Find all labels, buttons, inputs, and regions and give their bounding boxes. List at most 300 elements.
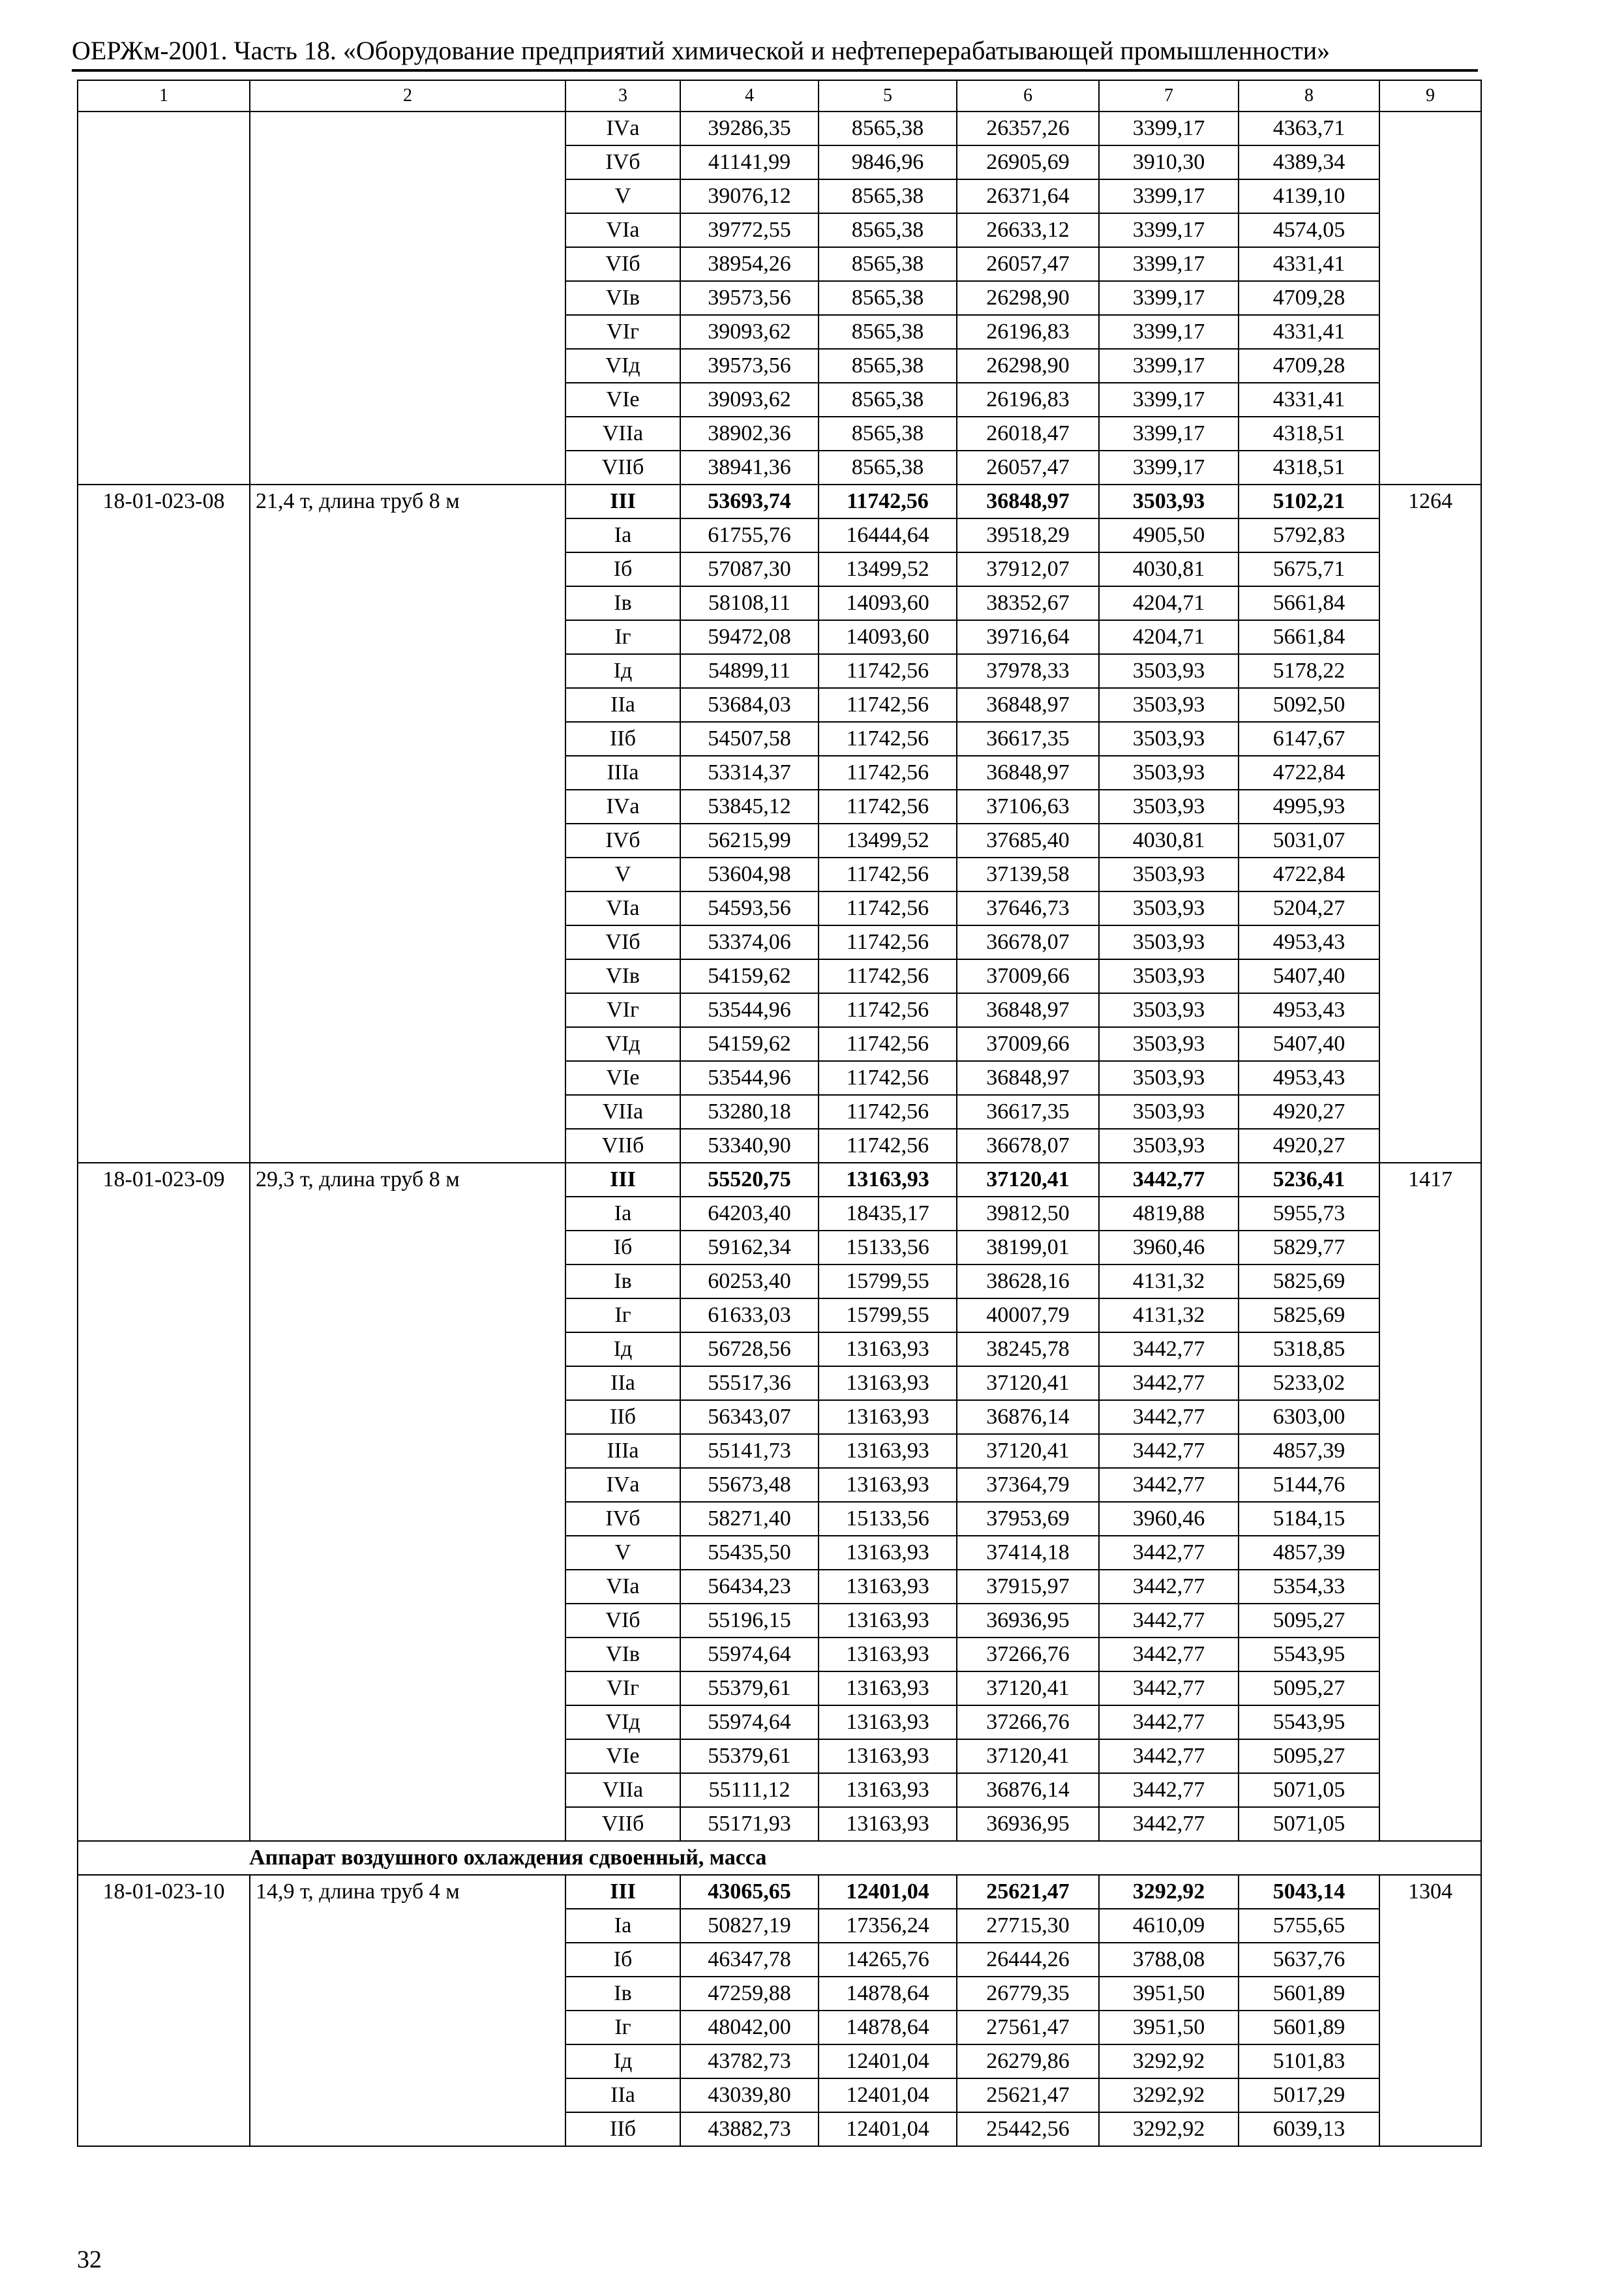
value-cell: 5661,84 bbox=[1239, 620, 1379, 654]
value-cell: 53374,06 bbox=[680, 925, 819, 959]
value-cell: 55974,64 bbox=[680, 1705, 819, 1739]
value-cell: 37266,76 bbox=[957, 1638, 1099, 1671]
value-cell: 26196,83 bbox=[957, 315, 1099, 349]
value-cell: 5092,50 bbox=[1239, 688, 1379, 722]
zone-cell: Iг bbox=[565, 2011, 680, 2044]
value-cell: 27561,47 bbox=[957, 2011, 1099, 2044]
zone-cell: VIе bbox=[565, 1061, 680, 1095]
value-cell: 37120,41 bbox=[957, 1366, 1099, 1400]
value-cell: 3442,77 bbox=[1099, 1400, 1239, 1434]
value-cell: 11742,56 bbox=[819, 485, 957, 518]
value-cell: 15133,56 bbox=[819, 1231, 957, 1264]
zone-cell: IIб bbox=[565, 722, 680, 756]
value-cell: 3442,77 bbox=[1099, 1773, 1239, 1807]
value-cell: 8565,38 bbox=[819, 179, 957, 213]
value-cell: 39286,35 bbox=[680, 112, 819, 145]
value-cell: 3292,92 bbox=[1099, 2044, 1239, 2078]
value-cell: 25621,47 bbox=[957, 1875, 1099, 1909]
value-cell: 53604,98 bbox=[680, 858, 819, 891]
value-cell: 54507,58 bbox=[680, 722, 819, 756]
value-cell: 3960,46 bbox=[1099, 1231, 1239, 1264]
value-cell: 3503,93 bbox=[1099, 790, 1239, 824]
value-cell: 26779,35 bbox=[957, 1977, 1099, 2011]
value-cell: 39076,12 bbox=[680, 179, 819, 213]
value-cell: 4905,50 bbox=[1099, 518, 1239, 552]
zone-cell: VIIа bbox=[565, 1773, 680, 1807]
zone-cell: IIа bbox=[565, 2078, 680, 2112]
value-cell: 4139,10 bbox=[1239, 179, 1379, 213]
zone-cell: VIг bbox=[565, 315, 680, 349]
zone-cell: IIIа bbox=[565, 756, 680, 790]
value-cell: 13499,52 bbox=[819, 552, 957, 586]
value-cell: 39518,29 bbox=[957, 518, 1099, 552]
value-cell: 56728,56 bbox=[680, 1332, 819, 1366]
value-cell: 5017,29 bbox=[1239, 2078, 1379, 2112]
zone-cell: Iв bbox=[565, 586, 680, 620]
table-row bbox=[78, 1163, 1481, 1197]
header-rule bbox=[72, 69, 1478, 72]
value-cell: 5955,73 bbox=[1239, 1197, 1379, 1231]
value-cell: 13163,93 bbox=[819, 1366, 957, 1400]
value-cell: 53340,90 bbox=[680, 1129, 819, 1163]
value-cell: 3951,50 bbox=[1099, 1977, 1239, 2011]
value-cell: 56215,99 bbox=[680, 824, 819, 858]
rate-code: 18-01-023-09 bbox=[78, 1163, 250, 1841]
value-cell: 8565,38 bbox=[819, 383, 957, 417]
value-cell: 15799,55 bbox=[819, 1264, 957, 1298]
value-cell: 3503,93 bbox=[1099, 1027, 1239, 1061]
value-cell: 3503,93 bbox=[1099, 722, 1239, 756]
value-cell: 36617,35 bbox=[957, 722, 1099, 756]
value-cell: 5825,69 bbox=[1239, 1264, 1379, 1298]
value-cell: 39716,64 bbox=[957, 620, 1099, 654]
col9-value: 1264 bbox=[1379, 485, 1481, 1163]
value-cell: 11742,56 bbox=[819, 790, 957, 824]
value-cell: 5031,07 bbox=[1239, 824, 1379, 858]
value-cell: 3442,77 bbox=[1099, 1536, 1239, 1570]
value-cell: 3292,92 bbox=[1099, 1875, 1239, 1909]
value-cell: 57087,30 bbox=[680, 552, 819, 586]
zone-cell: VIд bbox=[565, 1027, 680, 1061]
value-cell: 4610,09 bbox=[1099, 1909, 1239, 1943]
value-cell: 39573,56 bbox=[680, 281, 819, 315]
value-cell: 5095,27 bbox=[1239, 1671, 1379, 1705]
value-cell: 3960,46 bbox=[1099, 1502, 1239, 1536]
zone-cell: VIв bbox=[565, 281, 680, 315]
value-cell: 5095,27 bbox=[1239, 1604, 1379, 1638]
column-number: 3 bbox=[565, 80, 680, 112]
value-cell: 13163,93 bbox=[819, 1638, 957, 1671]
value-cell: 36848,97 bbox=[957, 485, 1099, 518]
value-cell: 43065,65 bbox=[680, 1875, 819, 1909]
value-cell: 37915,97 bbox=[957, 1570, 1099, 1604]
value-cell: 3442,77 bbox=[1099, 1468, 1239, 1502]
value-cell: 3442,77 bbox=[1099, 1638, 1239, 1671]
value-cell: 38941,36 bbox=[680, 451, 819, 485]
value-cell: 38902,36 bbox=[680, 417, 819, 451]
value-cell: 14878,64 bbox=[819, 2011, 957, 2044]
value-cell: 53314,37 bbox=[680, 756, 819, 790]
value-cell: 8565,38 bbox=[819, 247, 957, 281]
zone-cell: Iг bbox=[565, 1298, 680, 1332]
zone-cell: VIа bbox=[565, 213, 680, 247]
value-cell: 13163,93 bbox=[819, 1400, 957, 1434]
column-number: 6 bbox=[957, 80, 1099, 112]
value-cell: 4920,27 bbox=[1239, 1095, 1379, 1129]
value-cell: 5601,89 bbox=[1239, 2011, 1379, 2044]
value-cell: 53684,03 bbox=[680, 688, 819, 722]
value-cell: 11742,56 bbox=[819, 925, 957, 959]
zone-cell: Iв bbox=[565, 1264, 680, 1298]
value-cell: 3292,92 bbox=[1099, 2112, 1239, 2146]
value-cell: 8565,38 bbox=[819, 213, 957, 247]
value-cell: 3503,93 bbox=[1099, 1061, 1239, 1095]
value-cell: 4204,71 bbox=[1099, 620, 1239, 654]
value-cell: 43782,73 bbox=[680, 2044, 819, 2078]
value-cell: 55517,36 bbox=[680, 1366, 819, 1400]
value-cell: 13163,93 bbox=[819, 1739, 957, 1773]
value-cell: 36848,97 bbox=[957, 1061, 1099, 1095]
value-cell: 5233,02 bbox=[1239, 1366, 1379, 1400]
value-cell: 14093,60 bbox=[819, 586, 957, 620]
value-cell: 5354,33 bbox=[1239, 1570, 1379, 1604]
value-cell: 11742,56 bbox=[819, 756, 957, 790]
value-cell: 37646,73 bbox=[957, 891, 1099, 925]
value-cell: 40007,79 bbox=[957, 1298, 1099, 1332]
value-cell: 4953,43 bbox=[1239, 925, 1379, 959]
value-cell: 4318,51 bbox=[1239, 451, 1379, 485]
zone-cell: VIв bbox=[565, 1638, 680, 1671]
value-cell: 13163,93 bbox=[819, 1705, 957, 1739]
value-cell: 53544,96 bbox=[680, 993, 819, 1027]
value-cell: 37953,69 bbox=[957, 1502, 1099, 1536]
value-cell: 37685,40 bbox=[957, 824, 1099, 858]
value-cell: 11742,56 bbox=[819, 722, 957, 756]
value-cell: 55435,50 bbox=[680, 1536, 819, 1570]
zone-cell: Iа bbox=[565, 518, 680, 552]
rate-code: 18-01-023-08 bbox=[78, 485, 250, 1163]
zone-cell: Iб bbox=[565, 552, 680, 586]
value-cell: 37120,41 bbox=[957, 1671, 1099, 1705]
value-cell: 8565,38 bbox=[819, 349, 957, 383]
zone-cell: Iа bbox=[565, 1197, 680, 1231]
zone-cell: Iд bbox=[565, 1332, 680, 1366]
value-cell: 41141,99 bbox=[680, 145, 819, 179]
value-cell: 3442,77 bbox=[1099, 1366, 1239, 1400]
zone-cell: IIб bbox=[565, 2112, 680, 2146]
value-cell: 5792,83 bbox=[1239, 518, 1379, 552]
value-cell: 6147,67 bbox=[1239, 722, 1379, 756]
value-cell: 39093,62 bbox=[680, 315, 819, 349]
zone-cell: V bbox=[565, 1536, 680, 1570]
value-cell: 5144,76 bbox=[1239, 1468, 1379, 1502]
value-cell: 46347,78 bbox=[680, 1943, 819, 1977]
value-cell: 13163,93 bbox=[819, 1434, 957, 1468]
value-cell: 4995,93 bbox=[1239, 790, 1379, 824]
zone-cell: Iд bbox=[565, 2044, 680, 2078]
value-cell: 38954,26 bbox=[680, 247, 819, 281]
zone-cell: IVб bbox=[565, 1502, 680, 1536]
zone-cell: IIа bbox=[565, 688, 680, 722]
zone-cell: III bbox=[565, 1163, 680, 1197]
value-cell: 37364,79 bbox=[957, 1468, 1099, 1502]
value-cell: 11742,56 bbox=[819, 654, 957, 688]
value-cell: 3442,77 bbox=[1099, 1434, 1239, 1468]
value-cell: 48042,00 bbox=[680, 2011, 819, 2044]
value-cell: 55141,73 bbox=[680, 1434, 819, 1468]
value-cell: 38628,16 bbox=[957, 1264, 1099, 1298]
value-cell: 13163,93 bbox=[819, 1604, 957, 1638]
value-cell: 11742,56 bbox=[819, 993, 957, 1027]
table-row bbox=[78, 485, 1481, 518]
value-cell: 11742,56 bbox=[819, 858, 957, 891]
value-cell: 3399,17 bbox=[1099, 213, 1239, 247]
zone-cell: V bbox=[565, 858, 680, 891]
value-cell: 55379,61 bbox=[680, 1739, 819, 1773]
zone-cell: VIIб bbox=[565, 1807, 680, 1841]
value-cell: 5184,15 bbox=[1239, 1502, 1379, 1536]
value-cell: 61633,03 bbox=[680, 1298, 819, 1332]
value-cell: 5071,05 bbox=[1239, 1807, 1379, 1841]
column-number: 9 bbox=[1379, 80, 1481, 112]
value-cell: 5829,77 bbox=[1239, 1231, 1379, 1264]
zone-cell: IVб bbox=[565, 145, 680, 179]
value-cell: 4953,43 bbox=[1239, 1061, 1379, 1095]
value-cell: 4857,39 bbox=[1239, 1536, 1379, 1570]
value-cell: 56343,07 bbox=[680, 1400, 819, 1434]
value-cell: 37120,41 bbox=[957, 1163, 1099, 1197]
value-cell: 13163,93 bbox=[819, 1807, 957, 1841]
value-cell: 59162,34 bbox=[680, 1231, 819, 1264]
zone-cell: VIд bbox=[565, 1705, 680, 1739]
value-cell: 5825,69 bbox=[1239, 1298, 1379, 1332]
value-cell: 15799,55 bbox=[819, 1298, 957, 1332]
col9-value bbox=[1379, 112, 1481, 485]
value-cell: 55196,15 bbox=[680, 1604, 819, 1638]
value-cell: 11742,56 bbox=[819, 1027, 957, 1061]
value-cell: 5178,22 bbox=[1239, 654, 1379, 688]
value-cell: 43882,73 bbox=[680, 2112, 819, 2146]
rate-description bbox=[250, 112, 565, 485]
value-cell: 54159,62 bbox=[680, 1027, 819, 1061]
zone-cell: VIе bbox=[565, 1739, 680, 1773]
price-table bbox=[77, 80, 1482, 2147]
table-row bbox=[78, 1875, 1481, 1909]
value-cell: 37414,18 bbox=[957, 1536, 1099, 1570]
value-cell: 4030,81 bbox=[1099, 552, 1239, 586]
value-cell: 3503,93 bbox=[1099, 688, 1239, 722]
value-cell: 13163,93 bbox=[819, 1163, 957, 1197]
value-cell: 4709,28 bbox=[1239, 281, 1379, 315]
value-cell: 37139,58 bbox=[957, 858, 1099, 891]
value-cell: 3442,77 bbox=[1099, 1705, 1239, 1739]
value-cell: 25621,47 bbox=[957, 2078, 1099, 2112]
value-cell: 4363,71 bbox=[1239, 112, 1379, 145]
value-cell: 3503,93 bbox=[1099, 1095, 1239, 1129]
value-cell: 3399,17 bbox=[1099, 349, 1239, 383]
value-cell: 8565,38 bbox=[819, 112, 957, 145]
rate-description: 21,4 т, длина труб 8 м bbox=[250, 485, 565, 1163]
value-cell: 26444,26 bbox=[957, 1943, 1099, 1977]
value-cell: 14265,76 bbox=[819, 1943, 957, 1977]
value-cell: 37009,66 bbox=[957, 959, 1099, 993]
value-cell: 3788,08 bbox=[1099, 1943, 1239, 1977]
value-cell: 13163,93 bbox=[819, 1536, 957, 1570]
value-cell: 3503,93 bbox=[1099, 756, 1239, 790]
value-cell: 11742,56 bbox=[819, 1095, 957, 1129]
value-cell: 18435,17 bbox=[819, 1197, 957, 1231]
section-row bbox=[78, 1841, 1481, 1875]
zone-cell: III bbox=[565, 485, 680, 518]
zone-cell: VIе bbox=[565, 383, 680, 417]
value-cell: 5236,41 bbox=[1239, 1163, 1379, 1197]
value-cell: 26905,69 bbox=[957, 145, 1099, 179]
value-cell: 5755,65 bbox=[1239, 1909, 1379, 1943]
value-cell: 60253,40 bbox=[680, 1264, 819, 1298]
value-cell: 5637,76 bbox=[1239, 1943, 1379, 1977]
value-cell: 36848,97 bbox=[957, 993, 1099, 1027]
zone-cell: VIд bbox=[565, 349, 680, 383]
value-cell: 38199,01 bbox=[957, 1231, 1099, 1264]
value-cell: 12401,04 bbox=[819, 2112, 957, 2146]
value-cell: 3442,77 bbox=[1099, 1604, 1239, 1638]
value-cell: 17356,24 bbox=[819, 1909, 957, 1943]
zone-cell: Iв bbox=[565, 1977, 680, 2011]
value-cell: 4318,51 bbox=[1239, 417, 1379, 451]
value-cell: 8565,38 bbox=[819, 315, 957, 349]
value-cell: 36936,95 bbox=[957, 1807, 1099, 1841]
value-cell: 13499,52 bbox=[819, 824, 957, 858]
value-cell: 3503,93 bbox=[1099, 858, 1239, 891]
column-number: 1 bbox=[78, 80, 250, 112]
zone-cell: IVа bbox=[565, 112, 680, 145]
value-cell: 16444,64 bbox=[819, 518, 957, 552]
value-cell: 3503,93 bbox=[1099, 993, 1239, 1027]
table-body bbox=[78, 80, 1481, 2146]
value-cell: 4722,84 bbox=[1239, 858, 1379, 891]
value-cell: 15133,56 bbox=[819, 1502, 957, 1536]
value-cell: 9846,96 bbox=[819, 145, 957, 179]
value-cell: 26279,86 bbox=[957, 2044, 1099, 2078]
zone-cell: VIа bbox=[565, 891, 680, 925]
zone-cell: IIа bbox=[565, 1366, 680, 1400]
value-cell: 5675,71 bbox=[1239, 552, 1379, 586]
value-cell: 36876,14 bbox=[957, 1400, 1099, 1434]
zone-cell: Iд bbox=[565, 654, 680, 688]
value-cell: 3910,30 bbox=[1099, 145, 1239, 179]
value-cell: 39573,56 bbox=[680, 349, 819, 383]
value-cell: 4030,81 bbox=[1099, 824, 1239, 858]
value-cell: 36876,14 bbox=[957, 1773, 1099, 1807]
table-row bbox=[78, 112, 1481, 145]
value-cell: 5543,95 bbox=[1239, 1638, 1379, 1671]
zone-cell: VIIа bbox=[565, 1095, 680, 1129]
zone-cell: VIб bbox=[565, 1604, 680, 1638]
value-cell: 36936,95 bbox=[957, 1604, 1099, 1638]
value-cell: 26633,12 bbox=[957, 213, 1099, 247]
value-cell: 26371,64 bbox=[957, 179, 1099, 213]
zone-cell: Iг bbox=[565, 620, 680, 654]
value-cell: 39093,62 bbox=[680, 383, 819, 417]
value-cell: 3442,77 bbox=[1099, 1163, 1239, 1197]
zone-cell: VIIб bbox=[565, 451, 680, 485]
value-cell: 11742,56 bbox=[819, 1129, 957, 1163]
value-cell: 59472,08 bbox=[680, 620, 819, 654]
value-cell: 11742,56 bbox=[819, 688, 957, 722]
page-number: 32 bbox=[77, 2246, 102, 2273]
value-cell: 26196,83 bbox=[957, 383, 1099, 417]
value-cell: 8565,38 bbox=[819, 451, 957, 485]
value-cell: 4722,84 bbox=[1239, 756, 1379, 790]
value-cell: 3442,77 bbox=[1099, 1570, 1239, 1604]
value-cell: 5043,14 bbox=[1239, 1875, 1379, 1909]
value-cell: 13163,93 bbox=[819, 1671, 957, 1705]
value-cell: 4857,39 bbox=[1239, 1434, 1379, 1468]
value-cell: 5318,85 bbox=[1239, 1332, 1379, 1366]
column-number: 2 bbox=[250, 80, 565, 112]
value-cell: 3399,17 bbox=[1099, 247, 1239, 281]
zone-cell: IIб bbox=[565, 1400, 680, 1434]
zone-cell: VIб bbox=[565, 247, 680, 281]
zone-cell: IVб bbox=[565, 824, 680, 858]
value-cell: 36848,97 bbox=[957, 756, 1099, 790]
column-number-row bbox=[78, 80, 1481, 112]
value-cell: 3442,77 bbox=[1099, 1671, 1239, 1705]
value-cell: 3442,77 bbox=[1099, 1332, 1239, 1366]
value-cell: 12401,04 bbox=[819, 1875, 957, 1909]
value-cell: 5204,27 bbox=[1239, 891, 1379, 925]
value-cell: 64203,40 bbox=[680, 1197, 819, 1231]
value-cell: 39812,50 bbox=[957, 1197, 1099, 1231]
value-cell: 11742,56 bbox=[819, 959, 957, 993]
value-cell: 3442,77 bbox=[1099, 1807, 1239, 1841]
rate-code bbox=[78, 112, 250, 485]
value-cell: 61755,76 bbox=[680, 518, 819, 552]
value-cell: 13163,93 bbox=[819, 1570, 957, 1604]
value-cell: 27715,30 bbox=[957, 1909, 1099, 1943]
value-cell: 3399,17 bbox=[1099, 179, 1239, 213]
rate-code: 18-01-023-10 bbox=[78, 1875, 250, 2146]
value-cell: 12401,04 bbox=[819, 2044, 957, 2078]
page-header: ОЕРЖм-2001. Часть 18. «Оборудование предприятий химической и нефтеперерабатывающей промышленности» bbox=[72, 36, 1331, 65]
value-cell: 14878,64 bbox=[819, 1977, 957, 2011]
value-cell: 37120,41 bbox=[957, 1739, 1099, 1773]
value-cell: 4574,05 bbox=[1239, 213, 1379, 247]
value-cell: 5095,27 bbox=[1239, 1739, 1379, 1773]
value-cell: 26057,47 bbox=[957, 451, 1099, 485]
value-cell: 37266,76 bbox=[957, 1705, 1099, 1739]
value-cell: 4709,28 bbox=[1239, 349, 1379, 383]
col9-value: 1417 bbox=[1379, 1163, 1481, 1841]
value-cell: 55974,64 bbox=[680, 1638, 819, 1671]
value-cell: 36617,35 bbox=[957, 1095, 1099, 1129]
value-cell: 4331,41 bbox=[1239, 315, 1379, 349]
value-cell: 3503,93 bbox=[1099, 959, 1239, 993]
value-cell: 5543,95 bbox=[1239, 1705, 1379, 1739]
value-cell: 5102,21 bbox=[1239, 485, 1379, 518]
column-number: 4 bbox=[680, 80, 819, 112]
value-cell: 55520,75 bbox=[680, 1163, 819, 1197]
value-cell: 12401,04 bbox=[819, 2078, 957, 2112]
value-cell: 37106,63 bbox=[957, 790, 1099, 824]
value-cell: 4953,43 bbox=[1239, 993, 1379, 1027]
value-cell: 25442,56 bbox=[957, 2112, 1099, 2146]
value-cell: 4131,32 bbox=[1099, 1298, 1239, 1332]
value-cell: 14093,60 bbox=[819, 620, 957, 654]
value-cell: 13163,93 bbox=[819, 1468, 957, 1502]
value-cell: 55171,93 bbox=[680, 1807, 819, 1841]
value-cell: 3503,93 bbox=[1099, 891, 1239, 925]
